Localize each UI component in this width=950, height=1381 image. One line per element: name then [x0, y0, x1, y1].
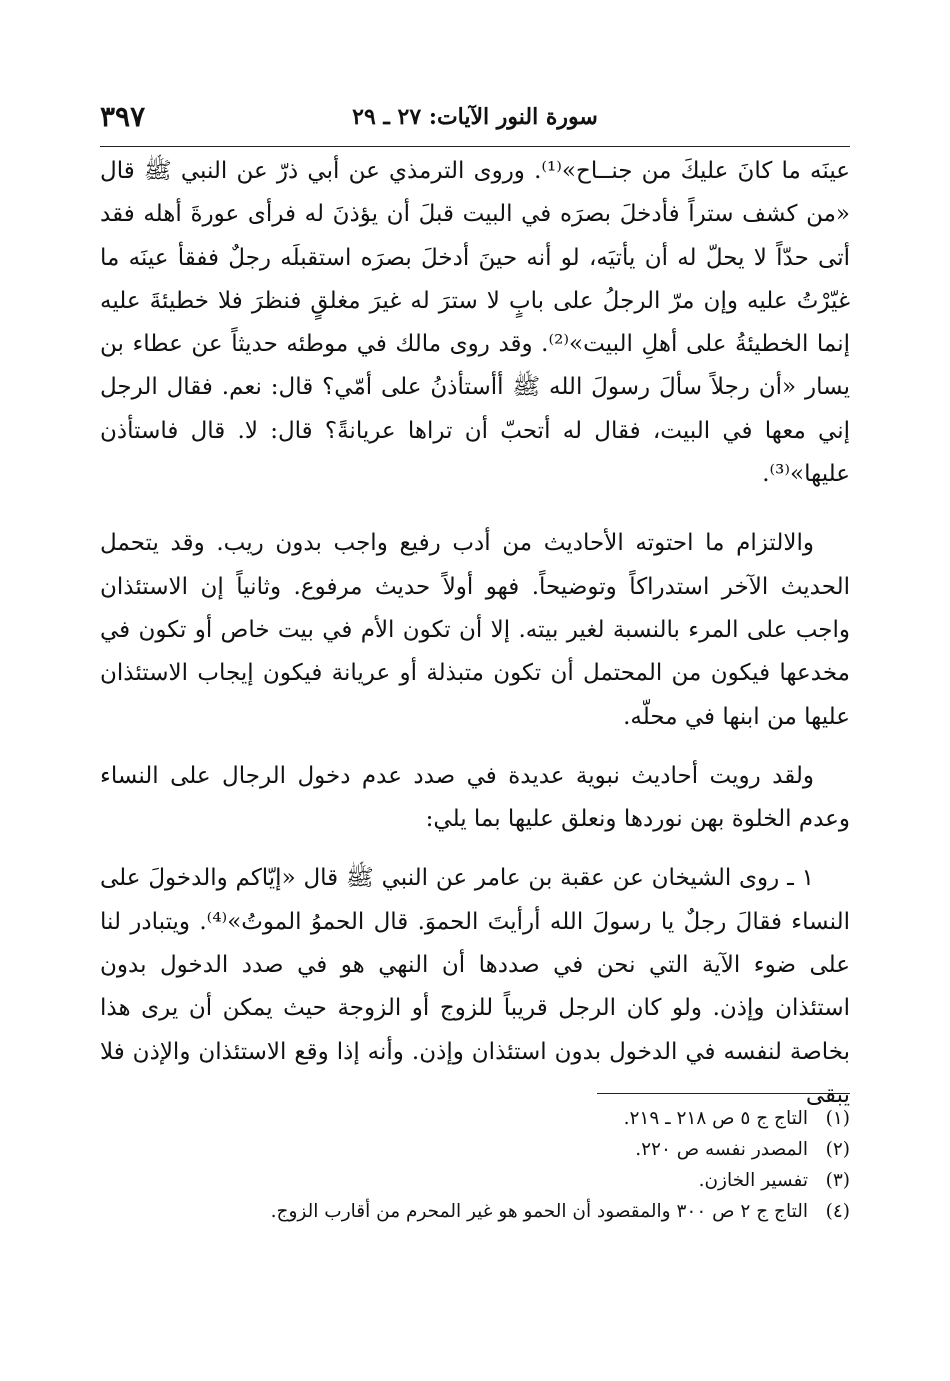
footnote-divider — [597, 1093, 850, 1094]
page-header — [100, 100, 850, 144]
paragraph-2: والالتزام ما احتوته الأحاديث من أدب رفيع واجب بدون ريب. وقد يتحمل الحديث الآخر استدراكاً وتوضيحاً. فهو أولاً حديث مرفوع. وثانياً إن الاستئذان واجب على المرء بالنسبة لغير بيته. إلا أن تكون الأم في بيت خاص أو تكون في مخدعها فيكون من المحتمل أن تكون متبذلة أو عريانة فيكون إيجاب الاستئذان عليها من ابنها في محلّه. — [100, 530, 850, 730]
footnote-number: (١) — [825, 1108, 850, 1129]
header-divider — [100, 146, 850, 147]
page-number: ٣٩٧ — [100, 100, 146, 133]
paragraph-3: ولقد رويت أحاديث نبوية عديدة في صدد عدم دخول الرجال على النساء وعدم الخلوة بهن نوردها ونعلق عليها بما يلي: — [100, 762, 850, 833]
footnote-3 — [150, 1165, 850, 1196]
footnote-text: التاج ج ٢ ص ٣٠٠ والمقصود أن الحمو هو غير المحرم من أقارب الزوج. — [270, 1201, 808, 1222]
footnote-number: (٤) — [825, 1201, 850, 1222]
footnote-number: (٣) — [825, 1170, 850, 1191]
body-text — [100, 150, 850, 1117]
footnote-text: المصدر نفسه ص ٢٢٠. — [635, 1139, 808, 1160]
footnote-1 — [150, 1103, 850, 1134]
footnote-4 — [150, 1196, 850, 1227]
footnote-2 — [150, 1134, 850, 1165]
running-title: سورة النور الآيات: ٢٧ ـ ٢٩ — [352, 104, 598, 130]
paragraph-1: عينَه ما كانَ عليكَ من جنــاح»⁽¹⁾. وروى الترمذي عن أبي ذرّ عن النبي ﷺ قال «من كشف ستراً فأدخلَ بصرَه في البيت قبلَ أن يؤذنَ له فرأى عورةَ أهله فقد أتى حدّاً لا يحلّ له أن يأتيَه، لو أنه حينَ أدخلَ بصرَه استقبلَه رجلٌ ففقأ عينَه ما غيّرْتُ عليه وإن مرّ الرجلُ على بابٍ لا سترَ له غيرَ مغلقٍ فنظرَ فلا خطيئةَ عليه إنما الخطيئةُ على أهلِ البيت»⁽²⁾. وقد روى مالك في موطئه حديثاً عن عطاء بن يسار «أن رجلاً سألَ رسولَ الله ﷺ أأستأذنُ على أمّي؟ قال: نعم. فقال الرجل إني معها في البيت، فقال له أتحبّ أن تراها عريانةً؟ قال: لا. قال فاستأذن عليها»⁽³⁾. — [100, 158, 850, 488]
footnotes — [150, 1103, 850, 1227]
footnote-text: التاج ج ٥ ص ٢١٨ ـ ٢١٩. — [623, 1108, 808, 1129]
footnote-number: (٢) — [825, 1139, 850, 1160]
footnote-text: تفسير الخازن. — [698, 1170, 808, 1191]
paragraph-4: ١ ـ روى الشيخان عن عقبة بن عامر عن النبي ﷺ قال «إيّاكم والدخولَ على النساء فقالَ رجلٌ يا رسولَ الله أرأيتَ الحموَ. قال الحموُ الموتُ»⁽⁴⁾. ويتبادر لنا على ضوء الآية التي نحن في صددها أن النهي هو في صدد الدخول بدون استئذان وإذن. ولو كان الرجل قريباً للزوج أو الزوجة حيث يمكن أن يرى هذا بخاصة لنفسه في الدخول بدون استئذان وإذن. وأنه إذا وقع الاستئذان والإذن فلا يبقى — [100, 865, 850, 1108]
